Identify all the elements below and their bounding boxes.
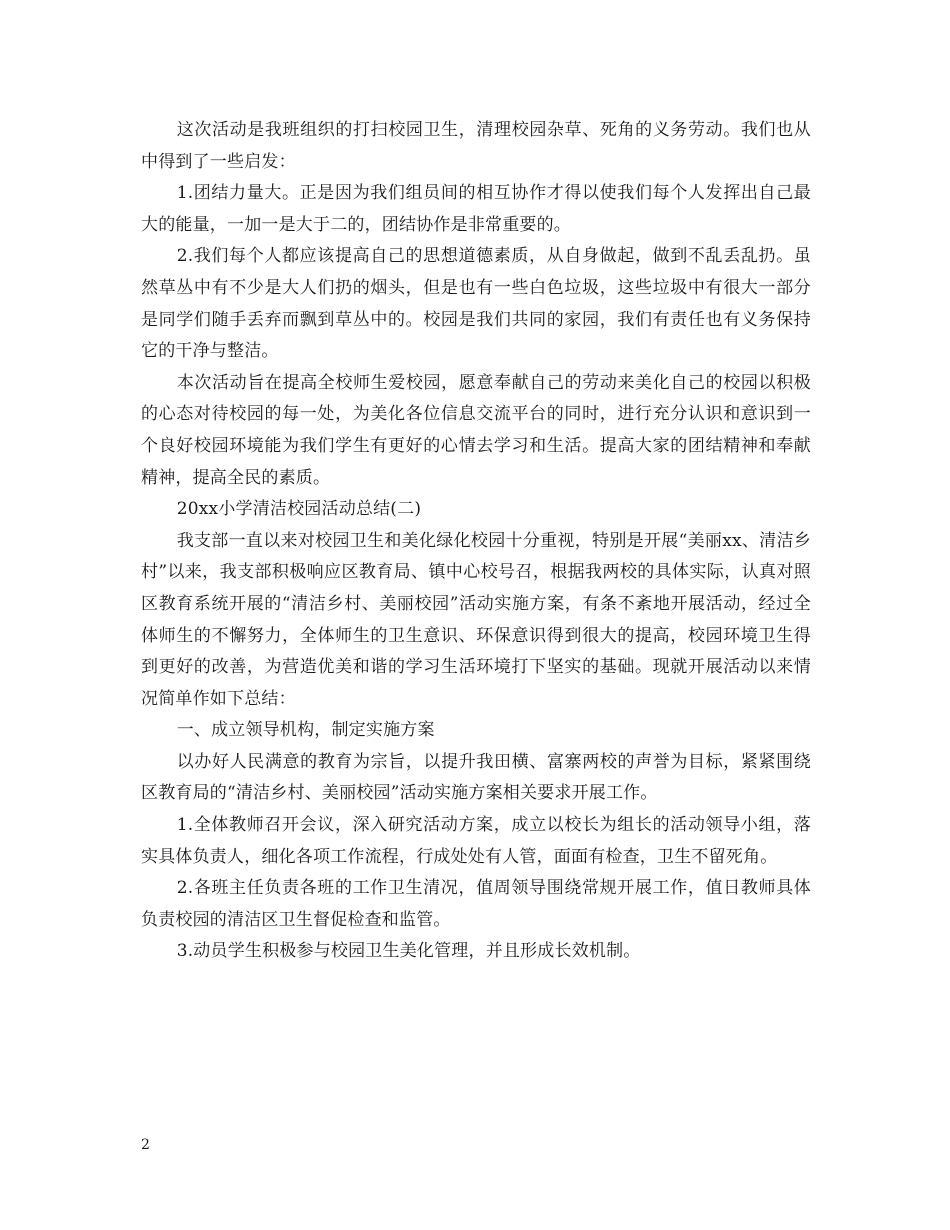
paragraph-purpose: 本次活动旨在提高全校师生爱校园，愿意奉献自己的劳动来美化自己的校园以积极的心态对待校园的每一处，为美化各位信息交流平台的同时，进行充分认识和意识到一个良好校园环境能为我们学生有更好的心情去学习和生活。提高大家的团结精神和奉献精神，提高全民的素质。 [141,372,811,488]
paragraph-intro: 这次活动是我班组织的打扫校园卫生，清理校园杂草、死角的义务劳动。我们也从中得到了一些启发： [141,120,811,172]
paragraph-item-2: 2.各班主任负责各班的工作卫生清况，值周领导围绕常规开展工作，值日教师具体负责校园的清洁区卫生督促检查和监管。 [141,878,811,930]
section-heading-1: 一、成立领导机构，制定实施方案 [176,720,435,741]
paragraph-point-1: 1.团结力量大。正是因为我们组员间的相互协作才得以使我们每个人发挥出自己最大的能量，一加一是大于二的，团结协作是非常重要的。 [141,183,811,235]
paragraph-item-3: 3.动员学生积极参与校园卫生美化管理，并且形成长效机制。 [176,941,641,962]
paragraph-point-2: 2.我们每个人都应该提高自己的思想道德素质，从自身做起，做到不乱丢乱扔。虽然草丛中有不少是大人们扔的烟头，但是也有一些白色垃圾，这些垃圾中有很大一部分是同学们随手丢弃而飘到草丛中的。校园是我们共同的家园，我们有责任也有义务保持它的干净与整洁。 [141,246,811,362]
document-body [141,115,811,968]
page-number: 2 [141,1137,150,1153]
paragraph-overview: 我支部一直以来对校园卫生和美化绿化校园十分重视，特别是开展“美丽xx、清洁乡村”以来，我支部积极响应区教育局、镇中心校号召，根据我两校的具体实际，认真对照区教育系统开展的“清洁乡村、美丽校园”活动实施方案，有条不紊地开展活动，经过全体师生的不懈努力，全体师生的卫生意识、环保意识得到很大的提高，校园环境卫生得到更好的改善，为营造优美和谐的学习生活环境打下坚实的基础。现就开展活动以来情况简单作如下总结： [141,530,811,709]
section-title: 20xx小学清洁校园活动总结(二) [176,499,422,520]
paragraph-aim: 以办好人民满意的教育为宗旨，以提升我田横、富寨两校的声誉为目标，紧紧围绕区教育局的“清洁乡村、美丽校园”活动实施方案相关要求开展工作。 [141,751,811,804]
paragraph-item-1: 1.全体教师召开会议，深入研究活动方案，成立以校长为组长的活动领导小组，落实具体负责人，细化各项工作流程，行成处处有人管，面面有检查，卫生不留死角。 [141,815,811,867]
